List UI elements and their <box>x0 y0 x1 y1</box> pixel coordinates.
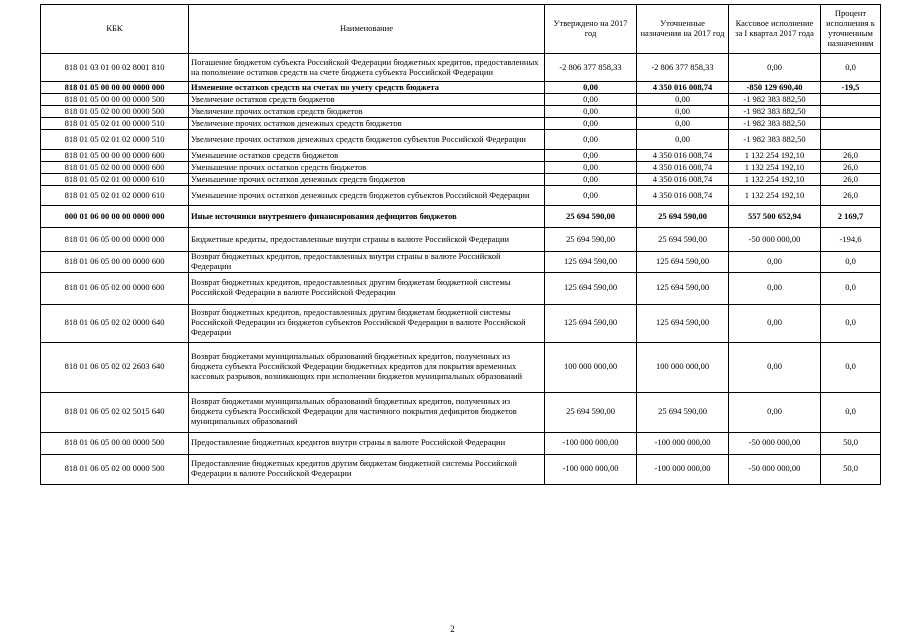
table-row <box>41 174 881 186</box>
name-cell: Увеличение прочих остатков денежных средств бюджетов <box>189 118 545 130</box>
table-header-row <box>41 5 881 54</box>
refined-cell: 125 694 590,00 <box>637 272 729 304</box>
table-row <box>41 106 881 118</box>
cash-execution-cell: 557 500 652,94 <box>729 206 821 228</box>
cash-execution-cell: -50 000 000,00 <box>729 228 821 252</box>
page-number: 2 <box>450 624 455 634</box>
percent-cell <box>821 130 881 150</box>
name-cell: Возврат бюджетных кредитов, предоставленных другим бюджетам бюджетной системы Российской Федерации из бюджетов субъектов Российской Федерации в валюте Российской Федерации <box>189 304 545 342</box>
cash-execution-cell: -850 129 690,40 <box>729 82 821 94</box>
cash-execution-cell: 0,00 <box>729 252 821 273</box>
name-cell: Увеличение остатков средств бюджетов <box>189 94 545 106</box>
refined-cell: 4 350 016 008,74 <box>637 186 729 206</box>
percent-cell <box>821 118 881 130</box>
approved-cell: 0,00 <box>545 118 637 130</box>
approved-cell: 0,00 <box>545 106 637 118</box>
table-row <box>41 432 881 454</box>
approved-cell: 25 694 590,00 <box>545 392 637 432</box>
refined-cell: -2 806 377 858,33 <box>637 54 729 82</box>
name-cell: Уменьшение прочих остатков денежных средств бюджетов <box>189 174 545 186</box>
refined-cell: 25 694 590,00 <box>637 228 729 252</box>
percent-cell: 26,0 <box>821 174 881 186</box>
name-cell: Предоставление бюджетных кредитов другим бюджетам бюджетной системы Российской Федерации в валюте Российской Федерации <box>189 454 545 484</box>
table-row <box>41 150 881 162</box>
kbk-cell: 818 01 06 05 00 00 0000 600 <box>41 252 189 273</box>
percent-cell: 0,0 <box>821 392 881 432</box>
table-row <box>41 118 881 130</box>
refined-cell: 0,00 <box>637 118 729 130</box>
name-cell: Изменение остатков средств на счетах по учету средств бюджета <box>189 82 545 94</box>
kbk-cell: 818 01 06 05 02 00 0000 500 <box>41 454 189 484</box>
refined-cell: 125 694 590,00 <box>637 252 729 273</box>
refined-cell: 0,00 <box>637 106 729 118</box>
percent-cell <box>821 94 881 106</box>
refined-cell: 4 350 016 008,74 <box>637 162 729 174</box>
percent-cell: 50,0 <box>821 454 881 484</box>
refined-cell: 25 694 590,00 <box>637 392 729 432</box>
approved-cell: -100 000 000,00 <box>545 432 637 454</box>
table-row <box>41 342 881 392</box>
table-row <box>41 304 881 342</box>
header-percent: Процент исполнения к уточненным назначениям <box>821 5 881 54</box>
approved-cell: 0,00 <box>545 94 637 106</box>
refined-cell: 125 694 590,00 <box>637 304 729 342</box>
refined-cell: 4 350 016 008,74 <box>637 150 729 162</box>
percent-cell <box>821 106 881 118</box>
table-row <box>41 206 881 228</box>
cash-execution-cell: 0,00 <box>729 304 821 342</box>
cash-execution-cell: 1 132 254 192,10 <box>729 174 821 186</box>
approved-cell: -100 000 000,00 <box>545 454 637 484</box>
approved-cell: 125 694 590,00 <box>545 304 637 342</box>
percent-cell: -194,6 <box>821 228 881 252</box>
approved-cell: 0,00 <box>545 186 637 206</box>
kbk-cell: 818 01 06 05 00 00 0000 000 <box>41 228 189 252</box>
refined-cell: 0,00 <box>637 94 729 106</box>
refined-cell: 4 350 016 008,74 <box>637 174 729 186</box>
kbk-cell: 818 01 06 05 02 02 2603 640 <box>41 342 189 392</box>
cash-execution-cell: 1 132 254 192,10 <box>729 186 821 206</box>
refined-cell: -100 000 000,00 <box>637 432 729 454</box>
header-kbk: КБК <box>41 5 189 54</box>
cash-execution-cell: -1 982 383 882,50 <box>729 106 821 118</box>
name-cell: Увеличение прочих остатков денежных средств бюджетов субъектов Российской Федерации <box>189 130 545 150</box>
kbk-cell: 818 01 06 05 02 00 0000 600 <box>41 272 189 304</box>
cash-execution-cell: 1 132 254 192,10 <box>729 162 821 174</box>
percent-cell: 26,0 <box>821 186 881 206</box>
percent-cell: 0,0 <box>821 54 881 82</box>
percent-cell: 2 169,7 <box>821 206 881 228</box>
table-row <box>41 94 881 106</box>
table-row <box>41 162 881 174</box>
percent-cell: 0,0 <box>821 252 881 273</box>
refined-cell: 25 694 590,00 <box>637 206 729 228</box>
percent-cell: 26,0 <box>821 150 881 162</box>
kbk-cell: 000 01 06 00 00 00 0000 000 <box>41 206 189 228</box>
cash-execution-cell: -1 982 383 882,50 <box>729 130 821 150</box>
refined-cell: -100 000 000,00 <box>637 454 729 484</box>
cash-execution-cell: -1 982 383 882,50 <box>729 94 821 106</box>
cash-execution-cell: 0,00 <box>729 342 821 392</box>
table-row <box>41 54 881 82</box>
cash-execution-cell: -1 982 383 882,50 <box>729 118 821 130</box>
kbk-cell: 818 01 05 02 01 02 0000 610 <box>41 186 189 206</box>
table-row <box>41 82 881 94</box>
table-row <box>41 252 881 273</box>
refined-cell: 100 000 000,00 <box>637 342 729 392</box>
approved-cell: -2 806 377 858,33 <box>545 54 637 82</box>
kbk-cell: 818 01 05 00 00 00 0000 500 <box>41 94 189 106</box>
percent-cell: 26,0 <box>821 162 881 174</box>
kbk-cell: 818 01 05 02 00 00 0000 500 <box>41 106 189 118</box>
name-cell: Увеличение прочих остатков средств бюджетов <box>189 106 545 118</box>
header-name: Наименование <box>189 5 545 54</box>
table-row <box>41 186 881 206</box>
approved-cell: 125 694 590,00 <box>545 272 637 304</box>
cash-execution-cell: -50 000 000,00 <box>729 454 821 484</box>
name-cell: Бюджетные кредиты, предоставленные внутри страны в валюте Российской Федерации <box>189 228 545 252</box>
name-cell: Возврат бюджетами муниципальных образований бюджетных кредитов, полученных из бюджета субъекта Российской Федерации для частичного покрытия дефицитов бюджетов муниципальных образований <box>189 392 545 432</box>
kbk-cell: 818 01 03 01 00 02 8001 810 <box>41 54 189 82</box>
cash-execution-cell: 0,00 <box>729 392 821 432</box>
name-cell: Возврат бюджетных кредитов, предоставленных другим бюджетам бюджетной системы Российской Федерации в валюте Российской Федерации <box>189 272 545 304</box>
kbk-cell: 818 01 05 02 01 02 0000 510 <box>41 130 189 150</box>
name-cell: Возврат бюджетами муниципальных образований бюджетных кредитов, полученных из бюджета субъекта Российской Федерации бюджетных кредитов для покрытия временных кассовых разрывов, возникающих при исполнении бюджетов муниципальных образований <box>189 342 545 392</box>
kbk-cell: 818 01 05 00 00 00 0000 600 <box>41 150 189 162</box>
kbk-cell: 818 01 05 02 01 00 0000 510 <box>41 118 189 130</box>
approved-cell: 0,00 <box>545 150 637 162</box>
refined-cell: 4 350 016 008,74 <box>637 82 729 94</box>
refined-cell: 0,00 <box>637 130 729 150</box>
percent-cell: 50,0 <box>821 432 881 454</box>
header-approved: Утверждено на 2017 год <box>545 5 637 54</box>
table-row <box>41 454 881 484</box>
name-cell: Возврат бюджетных кредитов, предоставленных внутри страны в валюте Российской Федерации <box>189 252 545 273</box>
cash-execution-cell: -50 000 000,00 <box>729 432 821 454</box>
kbk-cell: 818 01 05 02 01 00 0000 610 <box>41 174 189 186</box>
name-cell: Погашение бюджетом субъекта Российской Федерации бюджетных кредитов, предоставленных на пополнение остатков средств на счете бюджета субъекта Российской Федерации <box>189 54 545 82</box>
percent-cell: 0,0 <box>821 272 881 304</box>
percent-cell: 0,0 <box>821 304 881 342</box>
cash-execution-cell: 0,00 <box>729 272 821 304</box>
approved-cell: 0,00 <box>545 162 637 174</box>
percent-cell: -19,5 <box>821 82 881 94</box>
approved-cell: 0,00 <box>545 174 637 186</box>
name-cell: Уменьшение прочих остатков средств бюджетов <box>189 162 545 174</box>
kbk-cell: 818 01 06 05 02 02 0000 640 <box>41 304 189 342</box>
name-cell: Предоставление бюджетных кредитов внутри страны в валюте Российской Федерации <box>189 432 545 454</box>
cash-execution-cell: 0,00 <box>729 54 821 82</box>
kbk-cell: 818 01 06 05 02 02 5015 640 <box>41 392 189 432</box>
table-row <box>41 130 881 150</box>
table-row <box>41 392 881 432</box>
kbk-cell: 818 01 06 05 00 00 0000 500 <box>41 432 189 454</box>
approved-cell: 100 000 000,00 <box>545 342 637 392</box>
approved-cell: 125 694 590,00 <box>545 252 637 273</box>
budget-sources-table <box>40 4 881 485</box>
cash-execution-cell: 1 132 254 192,10 <box>729 150 821 162</box>
approved-cell: 0,00 <box>545 82 637 94</box>
header-refined: Уточненные назначения на 2017 год <box>637 5 729 54</box>
approved-cell: 25 694 590,00 <box>545 228 637 252</box>
percent-cell: 0,0 <box>821 342 881 392</box>
kbk-cell: 818 01 05 00 00 00 0000 000 <box>41 82 189 94</box>
table-row <box>41 228 881 252</box>
name-cell: Уменьшение прочих остатков денежных средств бюджетов субъектов Российской Федерации <box>189 186 545 206</box>
name-cell: Уменьшение остатков средств бюджетов <box>189 150 545 162</box>
kbk-cell: 818 01 05 02 00 00 0000 600 <box>41 162 189 174</box>
name-cell: Иные источники внутреннего финансирования дефицитов бюджетов <box>189 206 545 228</box>
approved-cell: 0,00 <box>545 130 637 150</box>
approved-cell: 25 694 590,00 <box>545 206 637 228</box>
header-cash-execution: Кассовое исполнение за I квартал 2017 года <box>729 5 821 54</box>
table-row <box>41 272 881 304</box>
